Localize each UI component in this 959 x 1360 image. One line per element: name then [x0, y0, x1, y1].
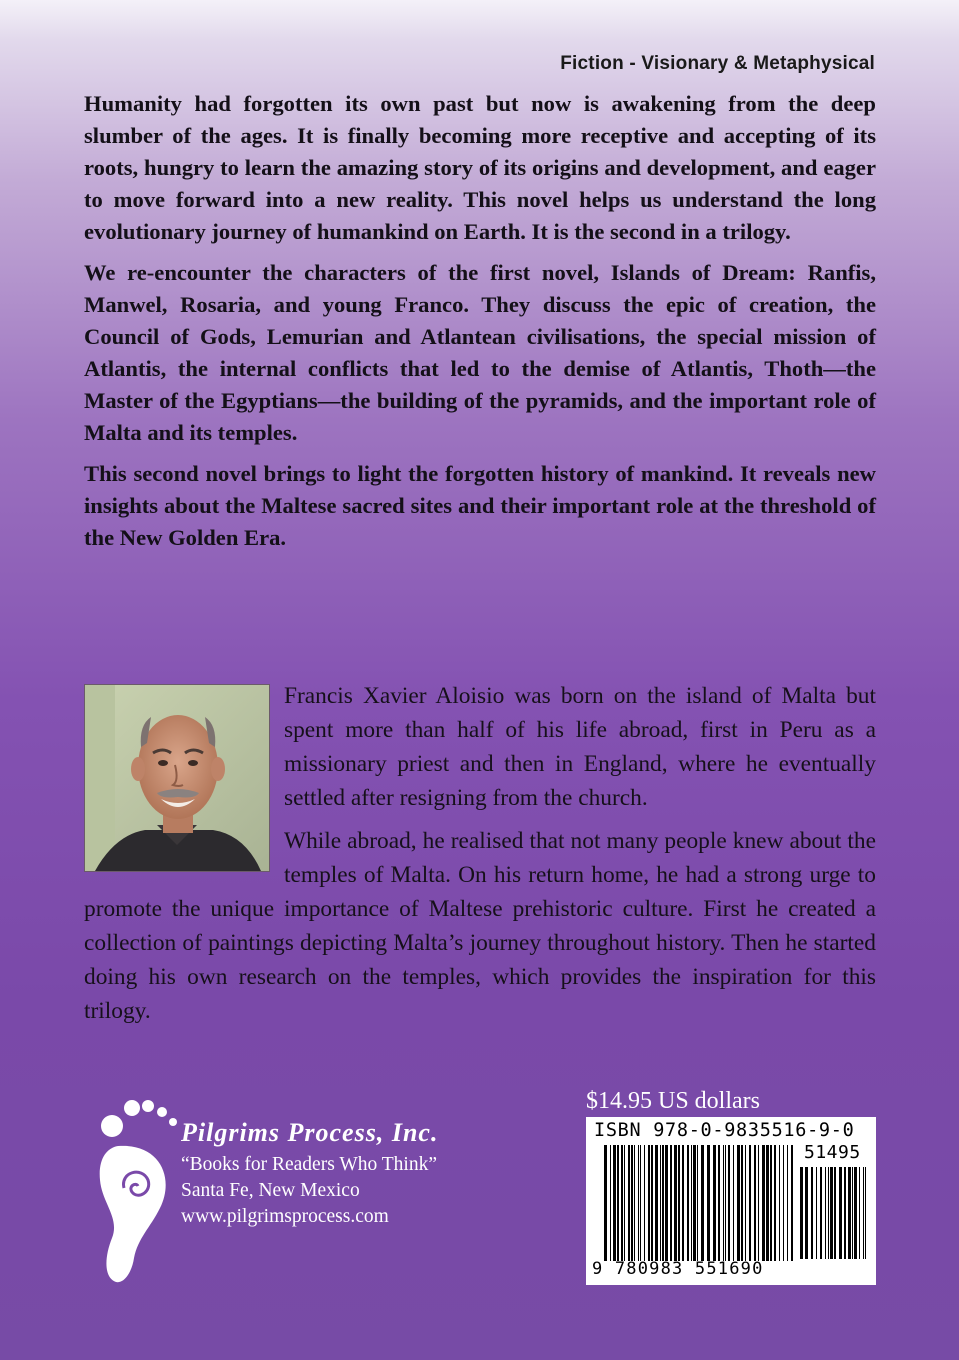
barcode [586, 1117, 876, 1285]
ean-bars [604, 1145, 794, 1261]
foot-logo-icon [90, 1088, 182, 1288]
publisher-name: Pilgrims Process, Inc. [181, 1118, 439, 1147]
addon-bars [800, 1167, 868, 1259]
barcode-bar [713, 1145, 716, 1261]
barcode-bar [854, 1167, 857, 1259]
barcode-bar [624, 1145, 625, 1261]
barcode-bar [834, 1167, 836, 1259]
barcode-bar [787, 1145, 788, 1261]
barcode-bar [863, 1167, 864, 1259]
barcode-bar [640, 1145, 641, 1261]
blurb-paragraph: This second novel brings to light the forgotten history of mankind. It reveals new insights about the Maltese sacred sites and their important role at the threshold of the New Golden Era. [84, 461, 876, 550]
barcode-bar [859, 1167, 860, 1259]
barcode-bar [728, 1145, 730, 1261]
barcode-bar [621, 1145, 623, 1261]
ean-digits: 9 780983 551690 [592, 1259, 764, 1279]
author-photo [84, 684, 270, 872]
barcode-bar [848, 1167, 851, 1259]
book-blurb [84, 88, 876, 563]
barcode-bar [754, 1145, 756, 1261]
barcode-bar [779, 1145, 780, 1261]
barcode-bar [617, 1145, 619, 1261]
barcode-bar [604, 1145, 607, 1261]
barcode-bar [707, 1145, 710, 1261]
barcode-bar [766, 1145, 769, 1261]
barcode-bar [718, 1145, 720, 1261]
barcode-bar [610, 1145, 611, 1261]
barcode-bar [662, 1145, 664, 1261]
price-label: $14.95 US dollars [586, 1088, 760, 1114]
barcode-bar [682, 1145, 684, 1261]
barcode-bar [687, 1145, 689, 1261]
genre-label: Fiction - Visionary & Metaphysical [560, 53, 875, 74]
barcode-bar [660, 1145, 661, 1261]
barcode-bar [816, 1167, 817, 1259]
barcode-bar [783, 1145, 784, 1261]
barcode-bar [670, 1145, 672, 1261]
addon-digits: 51495 [804, 1142, 861, 1163]
barcode-bar [749, 1145, 751, 1261]
barcode-bar [638, 1145, 639, 1261]
barcode-bar [725, 1145, 726, 1261]
publisher-location: Santa Fe, New Mexico [181, 1180, 360, 1201]
barcode-bar [828, 1167, 829, 1259]
publisher-website: www.pilgrimsprocess.com [181, 1206, 389, 1227]
barcode-bar [800, 1167, 803, 1259]
publisher-tagline: “Books for Readers Who Think” [181, 1154, 437, 1175]
barcode-bar [865, 1167, 866, 1259]
barcode-bar [678, 1145, 680, 1261]
barcode-bar [648, 1145, 650, 1261]
barcode-bar [723, 1145, 724, 1261]
barcode-bar [628, 1145, 630, 1261]
barcode-bar [839, 1167, 842, 1259]
barcode-bar [651, 1145, 653, 1261]
blurb-paragraph: Humanity had forgotten its own past but now is awakening from the deep slumber of the ages. It is finally becoming more receptive and accepting of its roots, hungry to learn the amazing story of its origins and development, and eager to move forward into a new reality. This novel helps us understand the long evolutionary journey of humankind on Earth. It is the second in a trilogy. [84, 91, 876, 244]
barcode-bar [697, 1145, 698, 1261]
barcode-bar [805, 1167, 808, 1259]
barcode-bar [774, 1145, 776, 1261]
barcode-bar [733, 1145, 734, 1261]
barcode-bar [737, 1145, 740, 1261]
barcode-bar [701, 1145, 704, 1261]
barcode-bar [665, 1145, 668, 1261]
bio-paragraph: Francis Xavier Aloisio was born on the island of Malta but spent more than half of his life abroad, first in Peru as a missionary priest and then in England, where he eventually settled after resigning from the church. [284, 683, 876, 811]
barcode-bar [830, 1167, 833, 1259]
barcode-bar [613, 1145, 616, 1261]
barcode-bar [825, 1167, 826, 1259]
barcode-bar [691, 1145, 692, 1261]
barcode-bar [655, 1145, 658, 1261]
bio-paragraph: While abroad, he realised that not many people knew about the temples of Malta. On his return home, he had a strong urge to promote the unique importance of Maltese prehistoric culture. First he created a collection of paintings depicting Malta’s journey throughout history. Then he started doing his own research on the temples, which provides the inspiration for this trilogy. [84, 828, 876, 1024]
barcode-bar [844, 1167, 846, 1259]
barcode-bar [644, 1145, 645, 1261]
blurb-paragraph: We re-encounter the characters of the first novel, Islands of Dream: Ranfis, Manwel, Rosaria, and young Franco. They discuss the epic of creation, the Council of Gods, Lemurian and Atlantean civilisations, the special mission of Atlantis, the internal conflicts that led to the demise of Atlantis, Thoth—the Master of the Egyptians—the building of the pyramids, and the important role of Malta and its temples. [84, 260, 876, 445]
barcode-bar [811, 1167, 813, 1259]
barcode-bar [770, 1145, 772, 1261]
isbn-text: ISBN 978-0-9835516-9-0 [594, 1120, 855, 1141]
barcode-bar [741, 1145, 743, 1261]
barcode-bar [852, 1167, 853, 1259]
barcode-bar [693, 1145, 696, 1261]
barcode-bar [820, 1167, 822, 1259]
barcode-bar [758, 1145, 759, 1261]
publisher-info [181, 1118, 438, 1230]
barcode-bar [631, 1145, 633, 1261]
barcode-bar [634, 1145, 635, 1261]
barcode-bar [791, 1145, 793, 1261]
barcode-bar [762, 1145, 765, 1261]
barcode-bar [674, 1145, 677, 1261]
barcode-bar [745, 1145, 746, 1261]
